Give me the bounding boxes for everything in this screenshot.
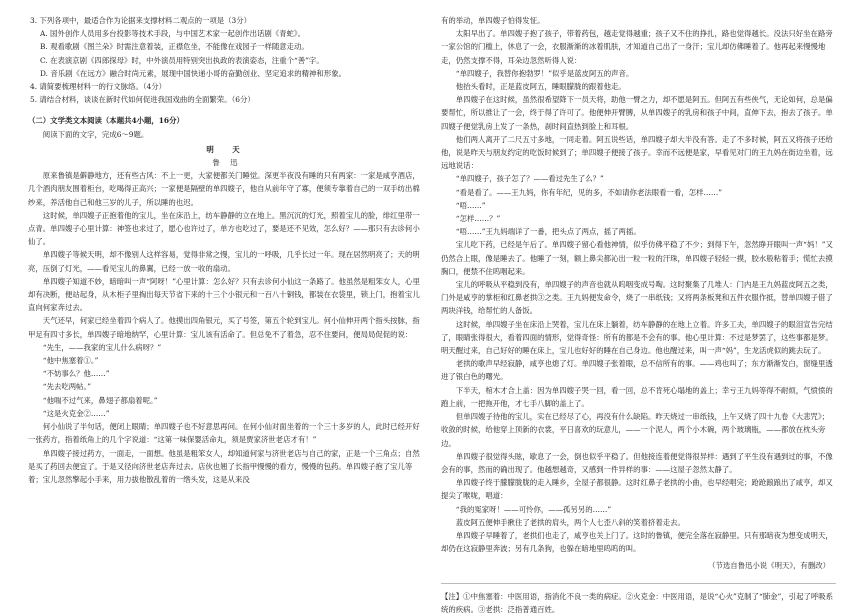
- dialogue-line: “唔……”王九妈端详了一番，把头点了两点，摇了两摇。: [455, 227, 641, 237]
- story-paragraph: 这时候，单四嫂子正抱着他的宝儿，坐在床沿上，纺车静静的立在地上。黑沉沉的灯光，照着宝儿的脸，绯红里带一点青。单四嫂子心里计算：神签也求过了，愿心也许过了，单方也吃过了，要是还不见效，怎么好？——那只有去诊何小仙了。: [28, 210, 420, 247]
- source-citation: （节选自鲁迅小说《明天》，有删改）: [708, 561, 830, 571]
- dialogue-line: “单四嫂子，我替你抱勃罗！”似乎是蓝皮阿五的声音。: [455, 68, 634, 78]
- left-column: [28, 14, 426, 486]
- right-column: [441, 14, 836, 616]
- dialogue-line: “怎样……？”: [455, 214, 501, 224]
- dialogue-line: “他喘不过气来，鼻翅子都扇着呢。”: [42, 395, 158, 405]
- question-3-option-a: A. 国外创作人员用多台投影等技术手段，与中国艺术家一起创作出话剧《青蛇》。: [40, 29, 306, 39]
- section-instruction: 阅读下面的文字，完成6～9题。: [42, 129, 149, 139]
- story-paragraph: 宝儿的呼吸从平稳到没有，单四嫂子的声音也就从呜咽变成号啕。这时聚集了几堆人：门内是王九妈蓝皮阿五之类，门外是咸亨的掌柜和红鼻老拱③之类。王九妈便发命令，烧了一串纸钱；又将两条板凳和五件衣服作抵，替单四嫂子借了两块洋钱，给帮忙的人备饭。: [441, 280, 833, 316]
- question-3-option-d: D. 音乐剧《在远方》融合时尚元素，展现中国快递小哥的奋勤创业、坚定追求的精神和形象。: [40, 68, 346, 78]
- story-paragraph: 有的举动，单四嫂子怕得发怔。: [441, 16, 545, 25]
- dialogue-line: “我的冤家呀！——可怜你，——孤另另的……”: [455, 504, 612, 514]
- story-paragraph: 老拱的歌声早经寂静，咸亨也熄了灯。单四嫂子张着眼，总不信所有的事。——鸡也叫了；东方渐渐发白，窗缝里透进了银白色的曙光。: [441, 359, 833, 382]
- story-paragraph: 单四嫂子在这时候，虽然很希望降下一员天将，助他一臂之力，却不愿是阿五。但阿五有些侠气，无论如何，总是偏要帮忙，所以推让了一会，终于得了许可了。他便伸开臂膊，从单四嫂子的乳房和孩子中间，直伸下去，抱去了孩子。单四嫂子便觉乳房上发了一条热，刹时间直热到脸上和耳根。: [441, 95, 833, 131]
- story-paragraph: 单四嫂子接过药方，一面走，一面想。他虽是粗笨女人，却知道何家与济世老店与自己的家，正是一个三角点；自然是买了药回去便宜了。于是又径向济世老店奔过去。店伙也翘了长指甲慢慢的看方，慢慢的包药。单四嫂子抱了宝儿等着；宝儿忽然擎起小手来，用力拔他散乱着的一绺头发，这是从来没: [28, 448, 420, 484]
- question-3-option-b: B. 观看歌剧《图兰朵》时需注意着装，正襟危坐，不能像在戏园子一样随意走动。: [40, 42, 309, 52]
- dialogue-line: “这是火克金②……”: [42, 408, 110, 418]
- footnotes: 【注】①中焦塞着：中医用语，指消化不良一类的病症。②火克金：中医用语，是说“心火”克制了“肺金”，引起了呼吸系统的疾病。③老拱：泛指普通百姓。: [441, 583, 836, 616]
- dialogue-line: “唔……”: [455, 200, 486, 210]
- story-paragraph: 他们两人离开了二尺五寸多地，一同走着。阿五说些话，单四嫂子却大半没有答。走了不多时候，阿五又将孩子还给他，说是昨天与朋友约定的吃饭时候到了；单四嫂子便接了孩子。幸而不远便是家，早看见对门的王九妈在街边坐着，远远地说话：: [441, 134, 833, 171]
- story-title: 明 天: [206, 144, 248, 154]
- dialogue-line: “单四嫂子，孩子怎了？——看过先生了么？”: [455, 174, 604, 184]
- story-paragraph: 何小仙说了半句话，便闭上眼睛；单四嫂子也不好意思再问。在何小仙对面坐着的一个三十多岁的人，此时已经开好一张药方，指着纸角上的几个字说道：“这第一味保婴活命丸，须是贾家济世老店才有！”: [28, 422, 420, 445]
- dialogue-line: “他中焦塞着①。”: [42, 356, 99, 366]
- dialogue-line: “看是看了。——王九妈，你有年纪，见的多，不如请你老法眼看一看，怎样……”: [455, 187, 723, 197]
- story-paragraph: 这时候，单四嫂子坐在床沿上哭着，宝儿在床上躺着，纺车静静的在地上立着。许多工夫，单四嫂子的眼泪宣告完结了，眼睛张得很大，看着四面的情形，觉得奇怪：所有的都是不会有的事。他心里计算：不过是梦罢了，这些事都是梦。明天醒过来，自己好好的睡在床上，宝儿也好好的睡在自己身边。他也醒过来，叫一声“妈”，生龙活虎似的跳去玩了。: [441, 319, 833, 356]
- story-paragraph: 单四嫂子终于朦朦胧胧的走入睡乡，全屋子都很静。这时红鼻子老拱的小曲，也早经唱完；跄跄踉踉出了咸亨，却又提尖了喉咙，唱道：: [441, 478, 833, 501]
- story-paragraph: 单四嫂子知道不妙，暗暗叫一声“阿呀！”心里计算：怎么好？只有去诊何小仙这一条路了。他虽然是粗笨女人，心里却有决断，便站起身，从木柜子里掏出每天节省下来的十三个小银元和一百八十铜钱，都装在衣袋里，锁上门，抱着宝儿直向何家奔过去。: [28, 276, 420, 313]
- dialogue-line: “先去吃两帖。”: [42, 382, 91, 392]
- story-paragraph: 下半天，棺木才合上盖：因为单四嫂子哭一回，看一回，总不肯死心塌地的盖上；幸亏王九妈等得不耐烦，气愤愤的跑上前，一把拖开他，才七手八脚的盖上了。: [441, 385, 833, 408]
- question-4: 4. 请简要梳理材料一的行文脉络。（4分）: [30, 82, 167, 92]
- story-paragraph: 宝儿吃下药，已经是午后了。单四嫂子留心看他神情，似乎仿佛平稳了不少；到得下午，忽然睁开眼叫一声“妈！”又仍然合上眼，像是睡去了。他睡了一刻，额上鼻尖都沁出一粒一粒的汗珠，单四嫂子轻轻一摸，胶水般粘着手；慌忙去摸胸口，便禁不住呜咽起来。: [441, 240, 833, 276]
- section-heading: （二）文学类文本阅读（本题共4小题，16分）: [28, 116, 184, 126]
- story-paragraph: 单四嫂子早睡着了，老拱们也走了，咸亨也关上门了。这时的鲁镇，便完全落在寂静里。只有那暗夜为想变成明天，却仍在这寂静里奔波；另有几条狗，也躲在暗地里呜呜的叫。: [441, 530, 833, 554]
- story-paragraph: 天气还早，何家已经坐着四个病人了。他摸出四角银元，买了号签，第五个轮到宝儿。何小仙伸开两个指头按脉，指甲足有四寸多长，单四嫂子暗地纳罕，心里计算：宝儿该有活命了。但总免不了着急，忍不住要问，便局局促促的说：: [28, 316, 420, 339]
- story-paragraph: 太阳早出了。单四嫂子抱了孩子，带着药包，越走觉得越重；孩子又不住的挣扎，路也觉得越长。没法只好坐在路旁一家公馆的门槛上，休息了一会，衣服渐渐的冰着肌肤，才知道自己出了一身汗；宝儿却仿佛睡着了。他再起来慢慢地走，仍然支撑不得，耳朵边忽然听得人说：: [441, 29, 833, 65]
- story-paragraph: 但单四嫂子待他的宝儿，实在已经尽了心，再没有什么缺陷。昨天烧过一串纸钱，上午又烧了四十九卷《大悲咒》；收敛的时候，给他穿上顶新的衣裳，平日喜欢的玩意儿，——一个泥人，两个小木碗，两个玻璃瓶，——都放在枕头旁边。: [441, 412, 830, 448]
- story-author: 鲁 迅: [212, 158, 242, 168]
- story-paragraph: 他抬头看时，正是蓝皮阿五，睡眼朦胧的跟着他走。: [455, 82, 626, 92]
- question-5: 5. 请结合材料，谈谈在新时代如何促进我国戏曲的全面繁荣。（6分）: [30, 95, 255, 105]
- question-3: 3. 下列各项中，最适合作为论据来支撑材料二观点的一项是（3分）: [30, 16, 252, 25]
- question-3-option-c: C. 在表演京剧《四郎探母》时，中外演员用特别突出执政的表演姿态，注重个“善”字。: [40, 55, 324, 65]
- dialogue-line: “先生，——我家的宝儿什么病呀？”: [42, 342, 162, 352]
- story-paragraph: 单四嫂子很觉得头眩，歇息了一会，倒也似乎平稳了。但他接连着便觉得很异样：遇到了平生没有遇到过的事，不像会有的事，然而的确出现了。他越想越奇，又感到一件异样的事：——这屋子忽然太静了。: [441, 451, 833, 474]
- story-paragraph: 单四嫂子等候天明，却不像别人这样容易，觉得非常之慢，宝儿的一呼吸，几乎长过一年。现在居然明亮了；天的明亮，压倒了灯光，——看见宝儿的鼻翼，已经一放一收的扇动。: [28, 250, 420, 273]
- story-paragraph: 蓝皮阿五便伸手揪住了老拱的肩头，两个人七歪八斜的笑着挤着走去。: [455, 517, 685, 527]
- dialogue-line: “不妨事么？他……”: [42, 369, 110, 379]
- story-paragraph: 原来鲁镇是僻静地方，还有些古风：不上一更，大家便都关门睡觉。深更半夜没有睡的只有两家：一家是咸亨酒店，几个酒肉朋友围着柜台，吃喝得正高兴；一家便是隔壁的单四嫂子，他自从前年守了寡，便须专靠着自己的一双手纺出棉纱来，养活他自己和他三岁的儿子，所以睡的也迟。: [28, 171, 420, 207]
